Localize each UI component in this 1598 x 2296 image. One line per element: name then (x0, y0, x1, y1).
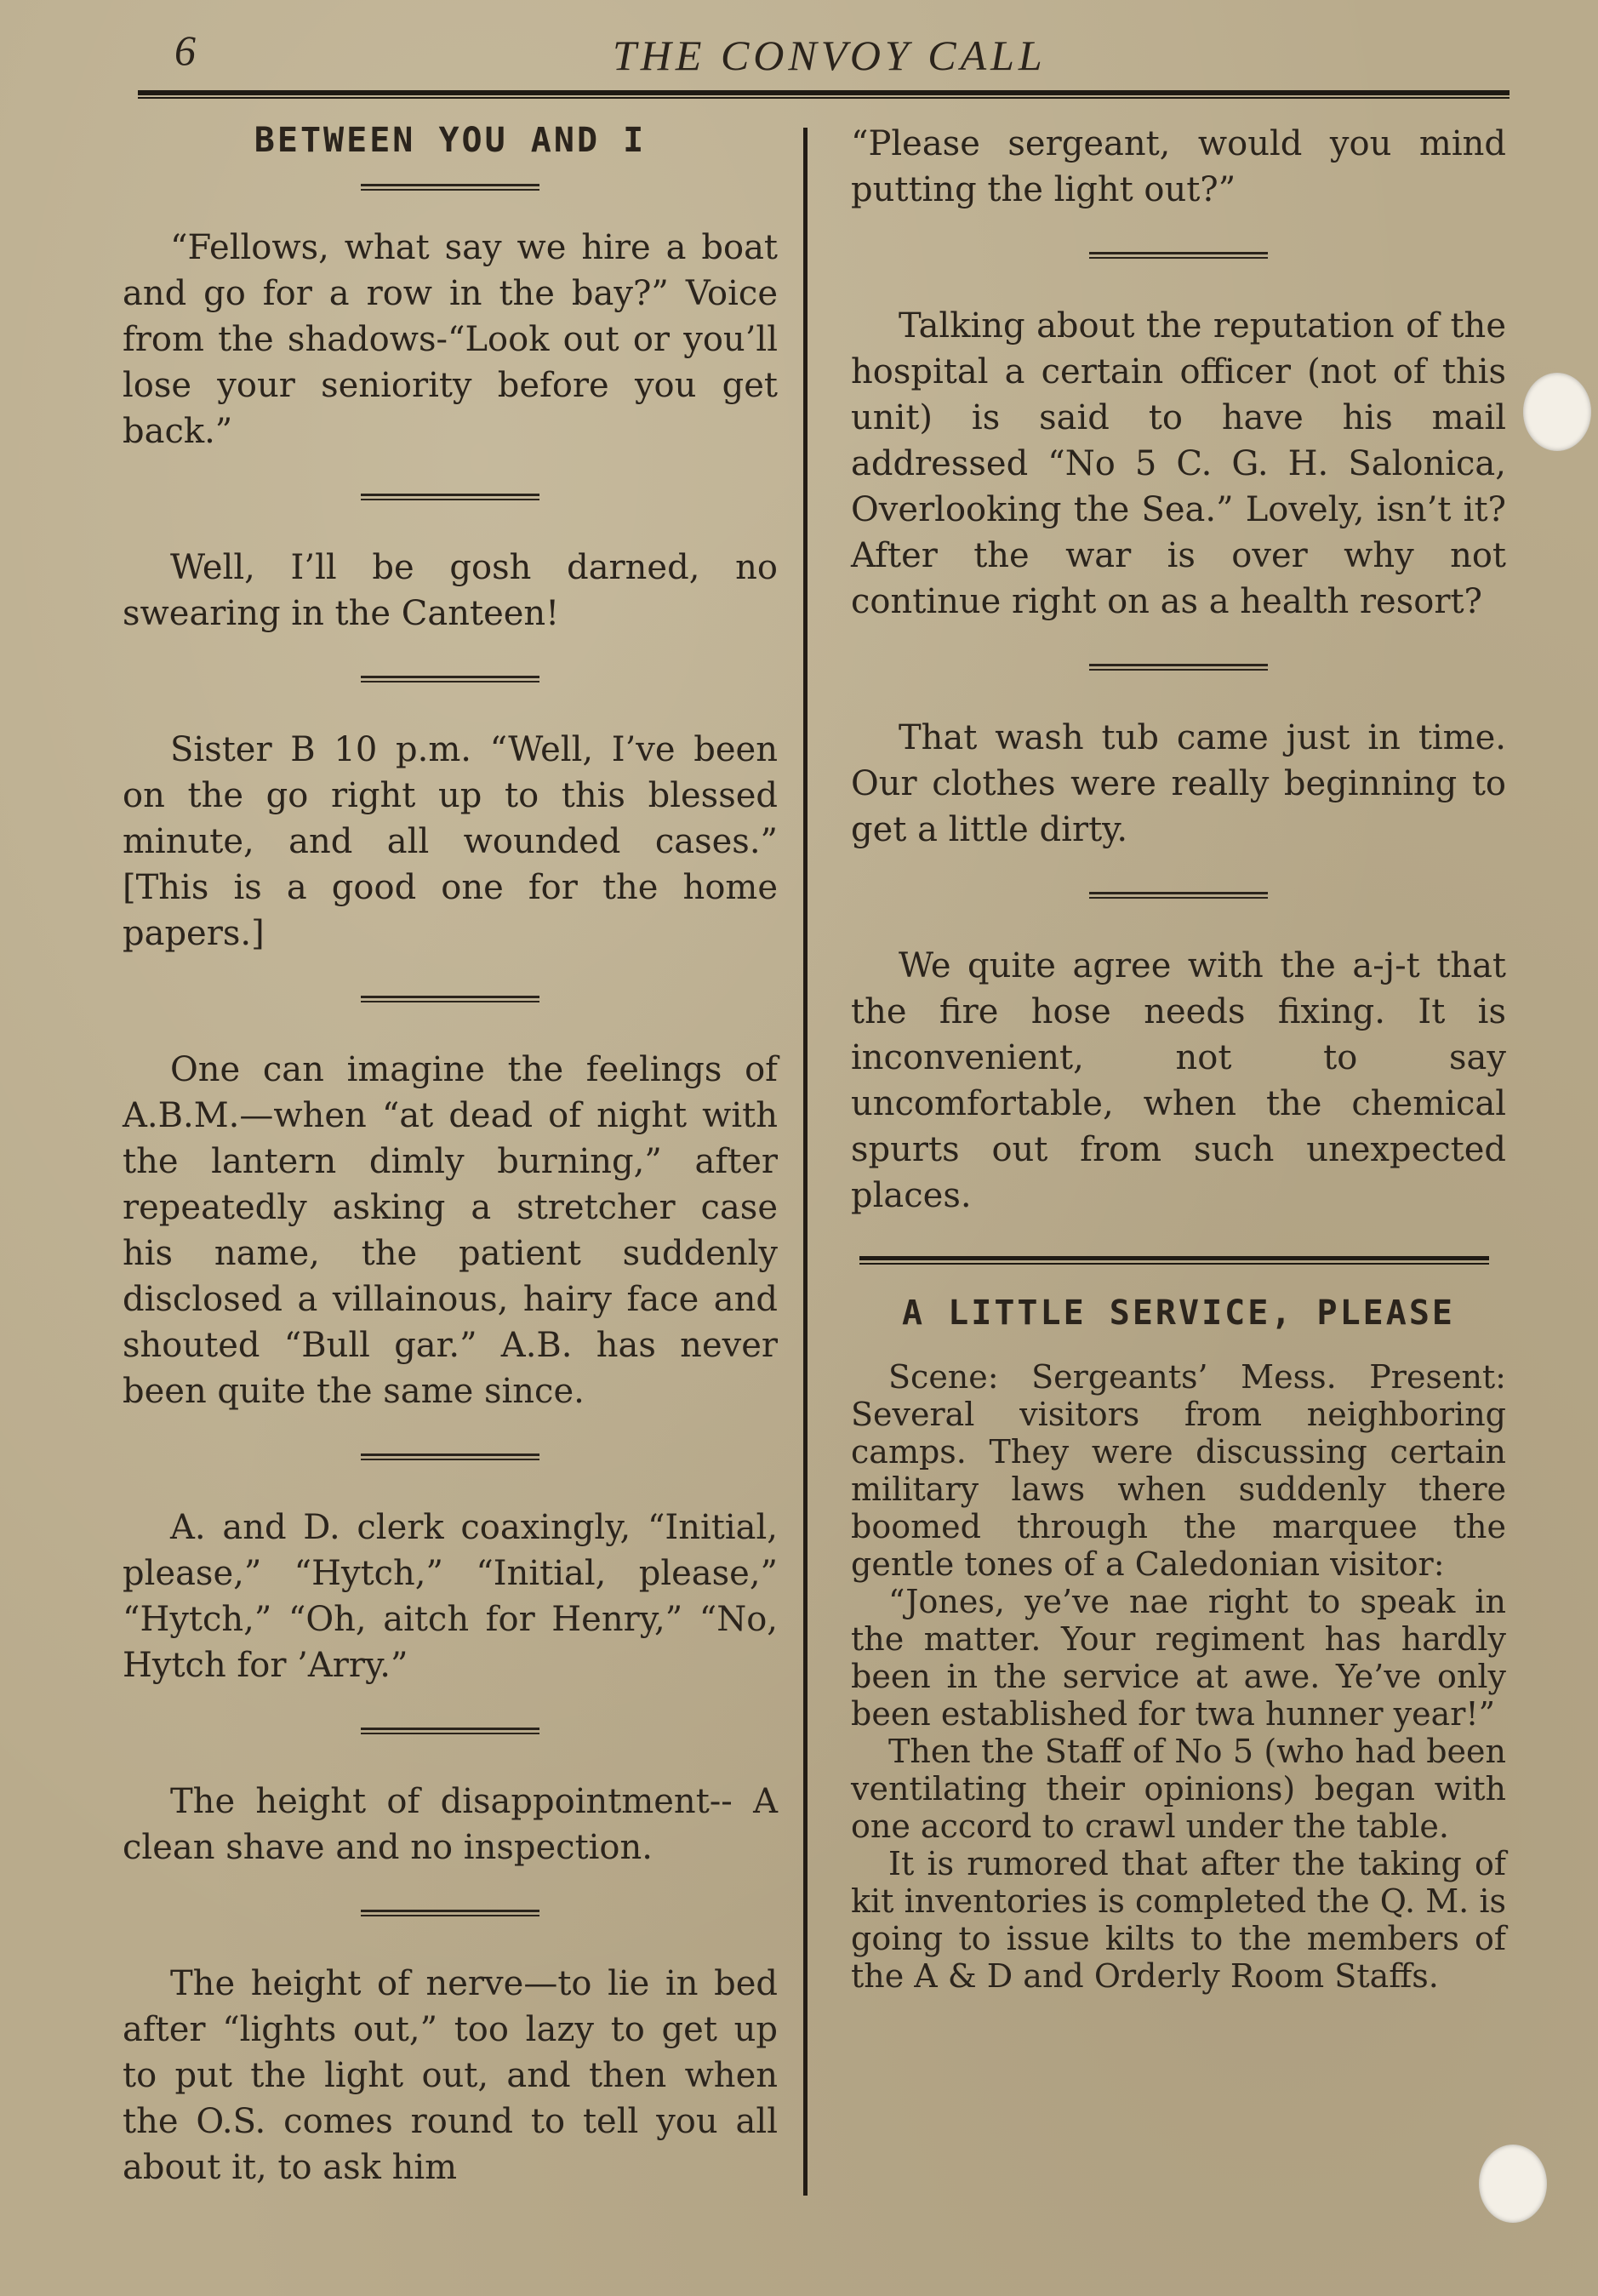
left-column (123, 121, 778, 2190)
news-item: The height of disappointment-- A clean shave and no inspection. (123, 1782, 778, 1867)
separator-rule (361, 996, 539, 1002)
separator-rule (1089, 252, 1268, 259)
news-item: A. and D. clerk coaxingly, “Initial, please,” “Hytch,” “Initial, please,” “Hytch,” “Oh, aitch for Henry,” “No, Hytch for ’Arry.” (123, 1508, 778, 1685)
section-heading: BETWEEN YOU AND I (254, 121, 647, 160)
separator-rule (361, 1728, 539, 1734)
separator-rule (1089, 892, 1268, 899)
news-item: Well, I’ll be gosh darned, no swearing in the Canteen! (123, 548, 778, 633)
news-item: Talking about the reputation of the hospital a certain officer (not of this unit) is said to have his mail addressed “No 5 C. G. H. Salonica, Overlooking the Sea.” Lovely, isn’t it? After the war is over why not continue right on as a health resort? (851, 306, 1506, 621)
column-divider (803, 128, 808, 2196)
section-heading: A LITTLE SERVICE, PLEASE (902, 1294, 1455, 1333)
separator-rule (1089, 664, 1268, 671)
punch-hole (1479, 2145, 1547, 2223)
news-item: One can imagine the feelings of A.B.M.—when “at dead of night with the lantern dimly burning,” after repeatedly asking a stretcher case his name, the patient suddenly disclosed a villainous, hairy face and shouted “Bull gar.” A.B. has never been quite the same since. (123, 1050, 778, 1411)
news-item: We quite agree with the a-j-t that the fire hose needs fixing. It is inconvenient, not to say uncomfortable, when the chemical spurts out from such unexpected places. (851, 946, 1506, 1215)
news-item: “Fellows, what say we hire a boat and go for a row in the bay?” Voice from the shadows-“Look out or you’ll lose your seniority before you get back.” (123, 228, 778, 451)
punch-hole (1523, 373, 1591, 451)
right-column (851, 121, 1506, 1995)
separator-rule (361, 1454, 539, 1460)
story-paragraph: Then the Staff of No 5 (who had been ventilating their opinions) began with one accord to crawl under the table. (851, 1733, 1506, 1845)
separator-rule (361, 494, 539, 500)
news-item: The height of nerve—to lie in bed after “lights out,” too lazy to get up to put the light out, and then when the O.S. comes round to tell you all about it, to ask him (123, 1964, 778, 2187)
news-item: That wash tub came just in time. Our clothes were really beginning to get a little dirty. (851, 718, 1506, 849)
news-item: “Please sergeant, would you mind putting the light out?” (851, 124, 1506, 209)
header-rule (138, 90, 1510, 99)
separator-rule (361, 184, 539, 191)
page-number: 6 (174, 26, 197, 74)
news-item: Sister B 10 p.m. “Well, I’ve been on the go right up to this blessed minute, and all wounded cases.” [This is a good one for the home papers.] (123, 730, 778, 953)
separator-rule (361, 676, 539, 683)
section-rule (859, 1256, 1489, 1265)
separator-rule (361, 1910, 539, 1916)
story-paragraph: It is rumored that after the taking of kit inventories is completed the Q. M. is going to issue kilts to the members of the A & D and Orderly Room Staffs. (851, 1845, 1506, 1995)
story-paragraph: Scene: Sergeants’ Mess. Present: Several visitors from neighboring camps. They were discussing certain military laws when suddenly there boomed through the marquee the gentle tones of a Caledonian visitor: (851, 1358, 1506, 1583)
story-paragraph: “Jones, ye’ve nae right to speak in the matter. Your regiment has hardly been in the service at awe. Ye’ve only been established for twa hunner year!” (851, 1583, 1506, 1733)
running-title: THE CONVOY CALL (613, 31, 1047, 79)
